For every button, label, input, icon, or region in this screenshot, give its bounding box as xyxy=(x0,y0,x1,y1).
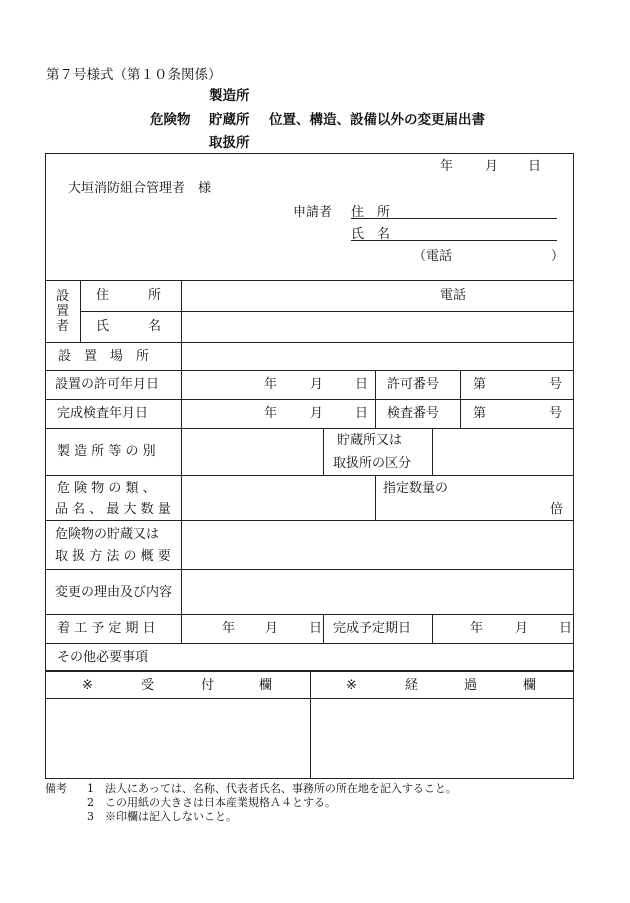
completion-date-label: 完成予定期日 xyxy=(333,621,412,636)
title-facility-storage: 貯蔵所 xyxy=(209,112,250,128)
applicant-phone-open: （電話 xyxy=(413,249,453,264)
hazard-label-1: 危 険 物 の 類 、 xyxy=(57,481,156,496)
multiple-unit: 倍 xyxy=(550,502,564,517)
start-date-year: 年 xyxy=(222,621,236,636)
reception-char-1: 受 xyxy=(141,678,155,693)
installer-phone-label: 電話 xyxy=(440,288,467,303)
applicant-name-underline xyxy=(351,240,557,241)
rule-office-col xyxy=(310,671,311,779)
rule-schedule-bottom xyxy=(45,643,574,644)
start-date-day: 日 xyxy=(309,621,323,636)
rule-hazard-col xyxy=(375,475,376,520)
rule-permit-col-2 xyxy=(460,370,461,428)
notes-label: 備考 xyxy=(45,782,67,795)
permit-number-label: 許可番号 xyxy=(387,377,440,392)
installer-label-3: 者 xyxy=(56,319,70,334)
note-1-number: 1 xyxy=(87,782,94,795)
applicant-name-label: 氏 名 xyxy=(351,227,391,242)
storage-type-label-2: 取扱所の区分 xyxy=(333,456,412,471)
rule-hazard-bottom xyxy=(45,520,574,521)
date-year: 年 xyxy=(440,159,454,174)
inspection-date-year: 年 xyxy=(264,406,278,421)
form-number: 第７号様式（第１０条関係） xyxy=(46,67,222,83)
hazard-label-2: 品 名 、 最 大 数 量 xyxy=(55,502,171,517)
rule-reason-bottom xyxy=(45,614,574,615)
note-2-number: 2 xyxy=(87,796,94,809)
rule-permit-bottom xyxy=(45,399,574,400)
date-month: 月 xyxy=(485,159,499,174)
storage-type-label-1: 貯蔵所又は xyxy=(337,433,403,448)
completion-date-month: 月 xyxy=(515,621,529,636)
method-label-1: 危険物の貯蔵又は xyxy=(55,527,160,542)
rule-inspection-bottom xyxy=(45,428,574,429)
title-main-text: 位置、構造、設備以外の変更届出書 xyxy=(269,112,485,128)
other-label: その他必要事項 xyxy=(57,650,149,665)
permit-date-year: 年 xyxy=(264,377,278,392)
facility-type-label: 製 造 所 等 の 別 xyxy=(57,444,156,459)
progress-char-2: 過 xyxy=(464,678,478,693)
rule-facility-bottom xyxy=(45,475,574,476)
rule-facility-col-1 xyxy=(323,428,324,475)
rule-label-col xyxy=(181,280,182,643)
inspection-number-go: 号 xyxy=(549,406,563,421)
progress-char-3: 欄 xyxy=(523,678,537,693)
reception-char-3: 欄 xyxy=(259,678,273,693)
rule-facility-col-2 xyxy=(432,428,433,475)
permit-date-month: 月 xyxy=(310,377,324,392)
title-hazardous-materials: 危険物 xyxy=(150,112,191,128)
permit-number-go: 号 xyxy=(549,377,563,392)
rule-permit-col-1 xyxy=(375,370,376,428)
rule-location-bottom xyxy=(45,370,574,371)
title-facility-handling: 取扱所 xyxy=(209,135,250,151)
rule-schedule-col-1 xyxy=(323,614,324,643)
progress-char-1: 経 xyxy=(405,678,419,693)
start-date-label: 着 工 予 定 期 日 xyxy=(57,621,156,636)
rule-installer-bottom xyxy=(45,342,574,343)
reception-mark: ※ xyxy=(82,678,93,693)
rule-method-bottom xyxy=(45,569,574,570)
installer-name-label: 氏 名 xyxy=(96,319,162,334)
installer-label-1: 設 xyxy=(56,289,70,304)
inspection-number-label: 検査番号 xyxy=(387,406,440,421)
note-3-text: ※印欄は記入しないこと。 xyxy=(105,810,237,823)
reason-label: 変更の理由及び内容 xyxy=(55,585,173,600)
applicant-phone-close: ） xyxy=(551,249,565,264)
permit-date-day: 日 xyxy=(355,377,369,392)
inspection-date-month: 月 xyxy=(310,406,324,421)
inspection-number-dai: 第 xyxy=(473,406,487,421)
note-3-number: 3 xyxy=(87,810,94,823)
rule-header-bottom xyxy=(45,280,574,281)
reception-char-2: 付 xyxy=(201,678,215,693)
rule-installer-mid xyxy=(80,311,574,312)
inspection-date-label: 完成検査年月日 xyxy=(57,406,149,421)
note-1-text: 法人にあっては、名称、代表者氏名、事務所の所在地を記入すること。 xyxy=(105,782,457,795)
multiple-label: 指定数量の xyxy=(383,481,449,496)
applicant-address-label: 住 所 xyxy=(351,205,391,220)
installer-label-2: 置 xyxy=(56,304,70,319)
start-date-month: 月 xyxy=(265,621,279,636)
location-label: 設 置 場 所 xyxy=(58,349,150,364)
method-label-2: 取 扱 方 法 の 概 要 xyxy=(55,549,171,564)
applicant-address-underline xyxy=(351,218,557,219)
completion-date-day: 日 xyxy=(559,621,573,636)
progress-mark: ※ xyxy=(346,678,357,693)
inspection-date-day: 日 xyxy=(355,406,369,421)
applicant-label: 申請者 xyxy=(293,205,333,220)
note-2-text: この用紙の大きさは日本産業規格Ａ４とする。 xyxy=(105,796,336,809)
completion-date-year: 年 xyxy=(470,621,484,636)
rule-installer-label-col xyxy=(80,280,81,342)
installer-address-label: 住 所 xyxy=(96,288,162,303)
permit-number-dai: 第 xyxy=(473,377,487,392)
title-facility-manufacturing: 製造所 xyxy=(209,88,250,104)
date-day: 日 xyxy=(528,159,542,174)
rule-schedule-col-2 xyxy=(432,614,433,643)
permit-date-label: 設置の許可年月日 xyxy=(55,377,160,392)
addressee: 大垣消防組合管理者 様 xyxy=(68,181,212,196)
